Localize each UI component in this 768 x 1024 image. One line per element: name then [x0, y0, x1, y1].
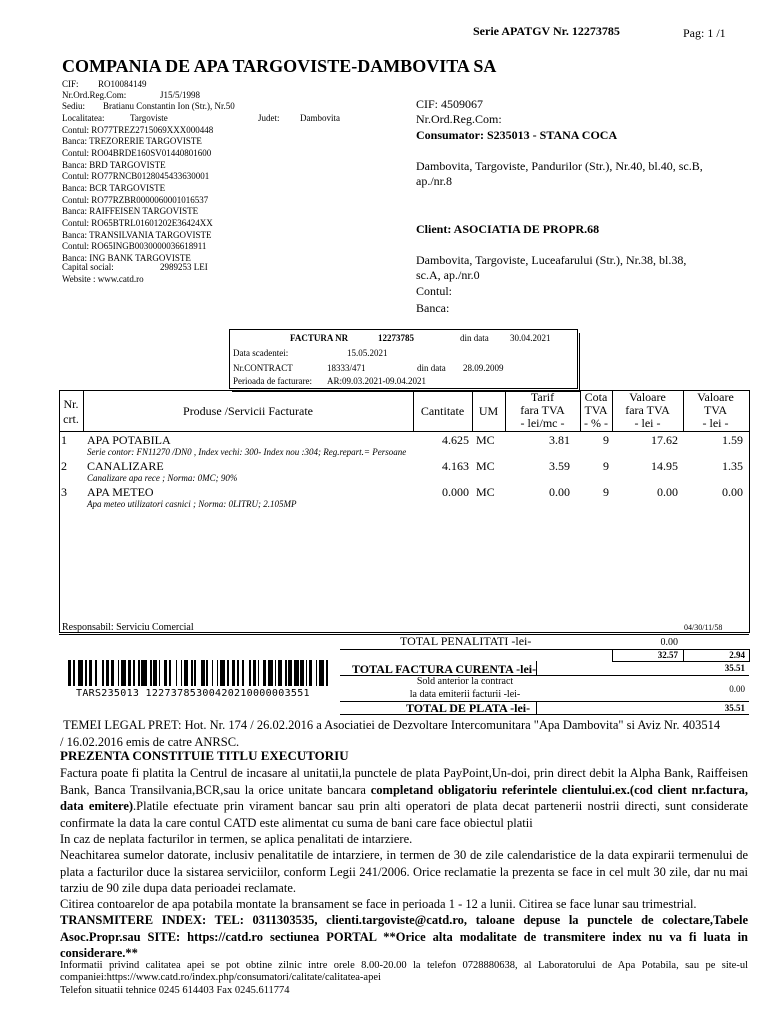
due-date-label: Data scadentei: — [233, 348, 289, 358]
previous-balance-label: Sold anterior la contract — [416, 676, 514, 687]
supplier-localitate-label: Localitatea: — [62, 113, 105, 123]
row-nr: 3 — [61, 485, 67, 499]
contract-date-label: din data — [417, 363, 446, 373]
payment-info-part3: .Platile efectuate prin virament bancar sau prin alti operatori de plata decat partenerii nostrii directi, sunt considerate confirmate la data la care contul CATD este alimentat cu suma de bani care face obiectul platii — [60, 799, 748, 830]
row-name: APA POTABILA — [87, 433, 171, 447]
header-vat-line3: - lei - — [702, 416, 729, 430]
invoice-number-label: FACTURA NR — [290, 333, 349, 343]
supplier-sediu: Bratianu Constantin Ion (Str.), Nr.50 — [103, 101, 235, 111]
billing-period-label: Perioada de facturare: — [233, 376, 312, 386]
penalties-value: 0.00 — [660, 637, 678, 648]
legal-basis-line1: TEMEI LEGAL PRET: Hot. Nr. 174 / 26.02.2016 a Asociatiei de Dezvoltare Intercomunitara "Apa Dambovita" si Aviz Nr. 403514 — [63, 718, 721, 732]
account-line: Contul: RO77TREZ2715069XXX000448 — [62, 125, 214, 135]
billing-period: AR:09.03.2021-09.04.2021 — [327, 376, 426, 386]
previous-balance-value: 0.00 — [729, 684, 745, 694]
invoice-date: 30.04.2021 — [510, 333, 551, 343]
row-value: 0.00 — [657, 485, 678, 499]
executory-title: PREZENTA CONSTITUIE TITLU EXECUTORIU — [60, 748, 349, 763]
page-number: Pag: 1 /1 — [683, 26, 726, 40]
consumer-address-2: ap./nr.8 — [416, 174, 452, 188]
barcode-text: TARS235013 12273785300420210000003551 — [76, 688, 310, 699]
total-to-pay-divider — [536, 701, 537, 714]
row-quantity: 0.000 — [442, 485, 469, 499]
header-nr: Nr. — [63, 397, 79, 411]
header-value-line1: Valoare — [629, 390, 666, 404]
row-quantity: 4.625 — [442, 433, 469, 447]
barcode-bar — [328, 660, 331, 686]
row-quantity: 4.163 — [442, 459, 469, 473]
header-vat-line2: TVA — [703, 403, 728, 417]
header-cota — [580, 391, 612, 430]
client-address: Dambovita, Targoviste, Luceafarului (Str.), Nr.38, bl.38, — [416, 253, 687, 267]
row-vat: 1.35 — [722, 459, 743, 473]
header-cota-line3: - % - — [584, 416, 608, 430]
header-value-line3: - lei - — [634, 416, 661, 430]
header-value — [612, 391, 683, 430]
supplier-localitate: Targoviste — [130, 113, 168, 123]
invoice-number: 12273785 — [378, 333, 414, 343]
account-line: Banca: TRANSILVANIA TARGOVISTE — [62, 230, 212, 240]
supplier-name: COMPANIA DE APA TARGOVISTE-DAMBOVITA SA — [62, 56, 497, 76]
penalties-notice: In caz de neplata facturilor in termen, se aplica penalitati de intarziere. — [60, 832, 413, 846]
row-nr: 2 — [61, 459, 67, 473]
row-tarif: 3.59 — [549, 459, 570, 473]
responsible: Responsabil: Serviciu Comercial — [62, 622, 194, 633]
header-tarif-line3: - lei/mc - — [520, 416, 565, 430]
header-cota-line2: TVA — [584, 403, 608, 417]
current-total-label: TOTAL FACTURA CURENTA -lei- — [352, 662, 537, 676]
row-nr: 1 — [61, 433, 67, 447]
previous-balance-label-2: la data emiterii facturii -lei- — [409, 689, 521, 700]
header-tarif — [505, 391, 580, 430]
row-tarif: 3.81 — [549, 433, 570, 447]
contract-label: Nr.CONTRACT — [233, 363, 293, 373]
contract-number: 18333/471 — [327, 363, 366, 373]
supplier-regcom-label: Nr.Ord.Reg.Com: — [62, 90, 127, 100]
row-cota: 9 — [603, 459, 609, 473]
account-line: Banca: TREZORERIE TARGOVISTE — [62, 136, 202, 146]
row-tarif: 0.00 — [549, 485, 570, 499]
account-line: Banca: ING BANK TARGOVISTE — [62, 253, 191, 263]
subtotal-vat: 2.94 — [729, 650, 745, 660]
row-cota: 9 — [603, 485, 609, 499]
header-tarif-line1: Tarif — [530, 390, 555, 404]
water-quality-info: Informatii privind calitatea apei se pot obtine zilnic intre orele 8.00-20.00 la telefon 0728880638, al Laboratorului de Apa Potabila, sau pe site-ul companiei:https://www.catd.ro/index.php/consumatori/calitate/calitatea-apei — [60, 960, 748, 983]
supplier-cif-label: CIF: — [62, 79, 79, 89]
legal-basis — [60, 717, 748, 750]
header-tarif-line2: fara TVA — [520, 403, 565, 417]
supplier-cif: RO10084149 — [98, 79, 147, 89]
invoice-series: Serie APATGV Nr. 12273785 — [473, 24, 620, 38]
meter-reading-notice: Citirea contoarelor de apa potabila montate la bransament se face in perioada 1 - 12 a lunii. Citirea se face lunar sau trimestrial. — [60, 897, 697, 911]
supplier-capital: 2989253 LEI — [160, 262, 208, 272]
account-line: Banca: BRD TARGOVISTE — [62, 160, 166, 170]
client-account: Contul: — [416, 284, 453, 298]
account-line: Contul: RO77RZBR0000060001016537 — [62, 195, 209, 205]
header-um: UM — [478, 404, 499, 418]
account-line: Contul: RO65BTRL01601202E36424XX — [62, 218, 213, 228]
contract-date: 28.09.2009 — [463, 363, 504, 373]
row-value: 14.95 — [651, 459, 678, 473]
current-total-value: 35.51 — [724, 663, 745, 673]
consumer-name: Consumator: S235013 - STANA COCA — [416, 128, 618, 142]
row-cota: 9 — [603, 433, 609, 447]
table-header-divider — [59, 431, 749, 432]
row-detail: Apa meteo utilizatori casnici ; Norma: 0LITRU; 2.105MP — [87, 499, 297, 509]
header-quantity: Cantitate — [420, 404, 465, 418]
client-address-2: sc.A, ap./nr.0 — [416, 268, 480, 282]
client-name: Client: ASOCIATIA DE PROPR.68 — [416, 222, 600, 236]
header-crt: crt. — [63, 412, 79, 426]
header-vat — [683, 391, 748, 430]
account-line: Banca: BCR TARGOVISTE — [62, 183, 166, 193]
row-name: CANALIZARE — [87, 459, 164, 473]
invoice-date-label: din data — [460, 333, 489, 343]
subtotal-value: 32.57 — [657, 650, 678, 660]
penalties-label: TOTAL PENALITATI -lei- — [400, 634, 532, 648]
totals-line — [340, 714, 749, 715]
account-line: Banca: RAIFFEISEN TARGOVISTE — [62, 206, 199, 216]
supplier-website: Website : www.catd.ro — [62, 274, 144, 284]
payment-info — [60, 765, 748, 831]
row-detail: Canalizare apa rece ; Norma: 0MC; 90% — [87, 473, 238, 483]
due-date: 15.05.2021 — [347, 348, 388, 358]
account-line: Contul: RO04BRDE160SV01440801600 — [62, 148, 212, 158]
row-um: MC — [476, 459, 495, 473]
header-products: Produse /Servicii Facturate — [183, 404, 313, 418]
consumer-address: Dambovita, Targoviste, Pandurilor (Str.), Nr.40, bl.40, sc.B, — [416, 159, 703, 173]
payment-info-part1: Factura poate fi platita la Centrul de incasare al unitatii,la punctele de plata PayPoint,Un-doi, prin direct debit la Alpha Bank, Raiffeisen Bank, Banca Transilvania,BCR,sau la orice unitate bancara — [60, 766, 748, 797]
account-line: Contul: RO77RNCB0128045433630001 — [62, 171, 210, 181]
supplier-regcom: J15/5/1998 — [160, 90, 201, 100]
client-bank: Banca: — [416, 301, 450, 315]
payment-info-part2: completand obligatoriu referintele clientului.ex.(cod client nr.factura, data emitere) — [60, 782, 748, 813]
row-name: APA METEO — [87, 485, 154, 499]
row-um: MC — [476, 433, 495, 447]
barcode-image — [68, 660, 332, 686]
technical-phone: Telefon situatii tehnice 0245 614403 Fax 0245.611774 — [60, 985, 290, 996]
account-line: Contul: RO65INGB0030000036618911 — [62, 241, 207, 251]
header-vat-line1: Valoare — [697, 390, 734, 404]
index-transmission: TRANSMITERE INDEX: TEL: 0311303535, clienti.targoviste@catd.ro, taloane depuse la punctele de colectare,Tabele Asoc.Propr.sau SITE: https://catd.ro sectiunea PORTAL **Orice alta modalitate de transmitere index nu va fi luata in considerare.** — [60, 913, 748, 960]
total-to-pay-value: 35.51 — [724, 703, 745, 713]
header-cota-line1: Cota — [584, 390, 608, 404]
totals-line — [340, 701, 749, 702]
consumer-cif: CIF: 4509067 — [416, 97, 484, 111]
row-detail: Serie contor: FN11270 /DN0 , Index vechi: 300- Index nou :304; Reg.repart.= Persoane — [87, 447, 407, 457]
row-value: 17.62 — [651, 433, 678, 447]
supplier-judet-label: Judet: — [258, 113, 280, 123]
supplier-sediu-label: Sediu: — [62, 101, 86, 111]
total-to-pay-label: TOTAL DE PLATA -lei- — [406, 701, 531, 715]
supplier-capital-label: Capital social: — [62, 262, 114, 272]
consumer-regcom: Nr.Ord.Reg.Com: — [416, 112, 502, 126]
current-total-divider — [536, 661, 537, 675]
row-vat: 0.00 — [722, 485, 743, 499]
row-vat: 1.59 — [722, 433, 743, 447]
header-value-line2: fara TVA — [625, 403, 670, 417]
row-um: MC — [476, 485, 495, 499]
print-code: 04/30/11/58 — [684, 623, 723, 632]
suspension-notice: Neachitarea sumelor datorate, inclusiv penalitatile de intarziere, in termen de 30 de zile calendaristice de la data expirarii termenului de plata a facturilor duce la sistarea serviciilor, conform Legii 241/2006. Orice reclamatie la prezenta se face in cel mult 30 zile, dar nu mai tarziu de 90 zile dupa data perioadei reclamate. — [60, 848, 748, 895]
legal-basis-line2: / 16.02.2016 emis de catre ANRSC. — [60, 734, 240, 749]
supplier-judet: Dambovita — [300, 113, 340, 123]
